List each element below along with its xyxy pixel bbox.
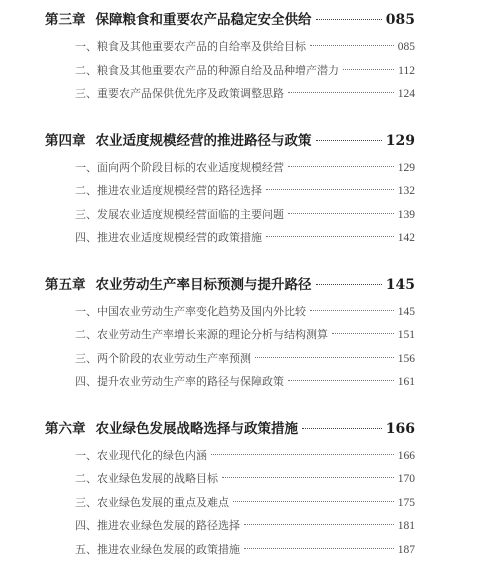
section-page-number: 085 xyxy=(397,41,415,53)
section-number: 一、 xyxy=(75,448,97,462)
chapter-title: 农业劳动生产率目标预测与提升路径 xyxy=(95,276,312,293)
section-number: 一、 xyxy=(75,40,97,53)
chapter-heading[interactable] xyxy=(45,417,415,447)
chapter-number: 第三章 xyxy=(45,12,86,28)
dot-leader xyxy=(332,333,394,334)
section-entry[interactable] xyxy=(45,350,415,374)
chapter-heading[interactable] xyxy=(45,129,415,159)
chapter-page-number: 129 xyxy=(385,132,415,149)
section-page-number: 142 xyxy=(397,232,415,244)
dot-leader xyxy=(211,454,394,455)
section-page-number: 124 xyxy=(397,88,415,100)
section-number: 一、 xyxy=(75,160,97,174)
dot-leader xyxy=(244,524,394,525)
section-number: 二、 xyxy=(75,184,97,197)
dot-leader xyxy=(310,45,394,46)
chapter-number: 第五章 xyxy=(45,276,86,293)
section-number: 二、 xyxy=(75,472,97,485)
section-title: 面向两个阶段目标的农业适度规模经营 xyxy=(97,160,284,174)
chapter-block xyxy=(45,129,415,253)
section-entry[interactable] xyxy=(45,326,415,350)
section-entry[interactable] xyxy=(45,38,415,62)
dot-leader xyxy=(233,501,394,502)
section-title: 推进农业绿色发展的政策措施 xyxy=(97,542,240,556)
section-entry[interactable] xyxy=(45,447,415,471)
section-number: 三、 xyxy=(75,495,97,509)
chapter-title: 保障粮食和重要农产品稳定安全供给 xyxy=(95,12,312,28)
section-entry[interactable] xyxy=(45,494,415,518)
section-title: 中国农业劳动生产率变化趋势及国内外比较 xyxy=(97,304,306,318)
section-entry[interactable] xyxy=(45,182,415,206)
section-title: 农业绿色发展的重点及难点 xyxy=(97,495,229,509)
chapter-title: 农业绿色发展战略选择与政策措施 xyxy=(95,420,298,437)
dot-leader xyxy=(310,310,394,311)
section-number: 三、 xyxy=(75,87,97,100)
section-number: 四、 xyxy=(75,231,97,244)
section-title: 农业劳动生产率增长来源的理论分析与结构测算 xyxy=(97,328,328,341)
dot-leader xyxy=(316,140,382,141)
section-number: 二、 xyxy=(75,63,97,77)
section-entry[interactable] xyxy=(45,85,415,109)
dot-leader xyxy=(288,380,394,381)
chapter-heading[interactable] xyxy=(45,8,415,38)
chapter-block xyxy=(45,417,415,565)
section-page-number: 129 xyxy=(397,161,415,174)
dot-leader xyxy=(288,166,394,167)
section-number: 一、 xyxy=(75,304,97,318)
chapter-block xyxy=(45,273,415,397)
section-page-number: 166 xyxy=(397,449,415,462)
dot-leader xyxy=(255,357,394,358)
dot-leader xyxy=(343,69,394,70)
dot-leader xyxy=(288,213,394,214)
section-page-number: 132 xyxy=(397,185,415,197)
section-title: 粮食及其他重要农产品的种源自给及品种增产潜力 xyxy=(97,63,339,77)
dot-leader xyxy=(288,92,394,93)
section-title: 粮食及其他重要农产品的自给率及供给目标 xyxy=(97,40,306,53)
chapter-title: 农业适度规模经营的推进路径与政策 xyxy=(95,132,312,149)
section-title: 发展农业适度规模经营面临的主要问题 xyxy=(97,207,284,221)
section-entry[interactable] xyxy=(45,229,415,253)
chapter-page-number: 145 xyxy=(385,276,415,293)
section-entry[interactable] xyxy=(45,206,415,230)
dot-leader xyxy=(222,477,394,478)
section-title: 提升农业劳动生产率的路径与保障政策 xyxy=(97,375,284,388)
chapter-heading[interactable] xyxy=(45,273,415,303)
section-entry[interactable] xyxy=(45,373,415,397)
dot-leader xyxy=(302,428,382,429)
section-page-number: 145 xyxy=(397,305,415,318)
section-number: 三、 xyxy=(75,207,97,221)
section-page-number: 151 xyxy=(397,329,415,341)
section-title: 农业绿色发展的战略目标 xyxy=(97,472,218,485)
dot-leader xyxy=(316,284,382,285)
section-page-number: 161 xyxy=(397,376,415,388)
chapter-number: 第四章 xyxy=(45,132,86,149)
section-title: 推进农业适度规模经营的路径选择 xyxy=(97,184,262,197)
section-entry[interactable] xyxy=(45,159,415,183)
section-page-number: 170 xyxy=(397,473,415,485)
section-page-number: 139 xyxy=(397,208,415,221)
table-of-contents xyxy=(45,8,415,584)
section-title: 推进农业适度规模经营的政策措施 xyxy=(97,231,262,244)
section-entry[interactable] xyxy=(45,541,415,565)
dot-leader xyxy=(266,189,394,190)
section-page-number: 175 xyxy=(397,496,415,509)
section-title: 重要农产品保供优先序及政策调整思路 xyxy=(97,87,284,100)
chapter-page-number: 085 xyxy=(385,12,415,28)
chapter-block xyxy=(45,8,415,109)
section-entry[interactable] xyxy=(45,470,415,494)
section-number: 二、 xyxy=(75,328,97,341)
dot-leader xyxy=(316,19,382,20)
section-page-number: 187 xyxy=(397,543,415,556)
section-entry[interactable] xyxy=(45,517,415,541)
dot-leader xyxy=(244,548,394,549)
section-page-number: 112 xyxy=(398,64,415,77)
section-number: 三、 xyxy=(75,351,97,365)
chapter-number: 第六章 xyxy=(45,420,86,437)
dot-leader xyxy=(266,236,394,237)
section-number: 四、 xyxy=(75,519,97,532)
section-title: 农业现代化的绿色内涵 xyxy=(97,448,207,462)
section-page-number: 181 xyxy=(397,520,415,532)
section-entry[interactable] xyxy=(45,303,415,327)
section-page-number: 156 xyxy=(397,352,415,365)
section-title: 两个阶段的农业劳动生产率预测 xyxy=(97,351,251,365)
section-number: 四、 xyxy=(75,375,97,388)
section-number: 五、 xyxy=(75,542,97,556)
chapter-page-number: 166 xyxy=(385,420,415,437)
section-title: 推进农业绿色发展的路径选择 xyxy=(97,519,240,532)
section-entry[interactable] xyxy=(45,62,415,86)
